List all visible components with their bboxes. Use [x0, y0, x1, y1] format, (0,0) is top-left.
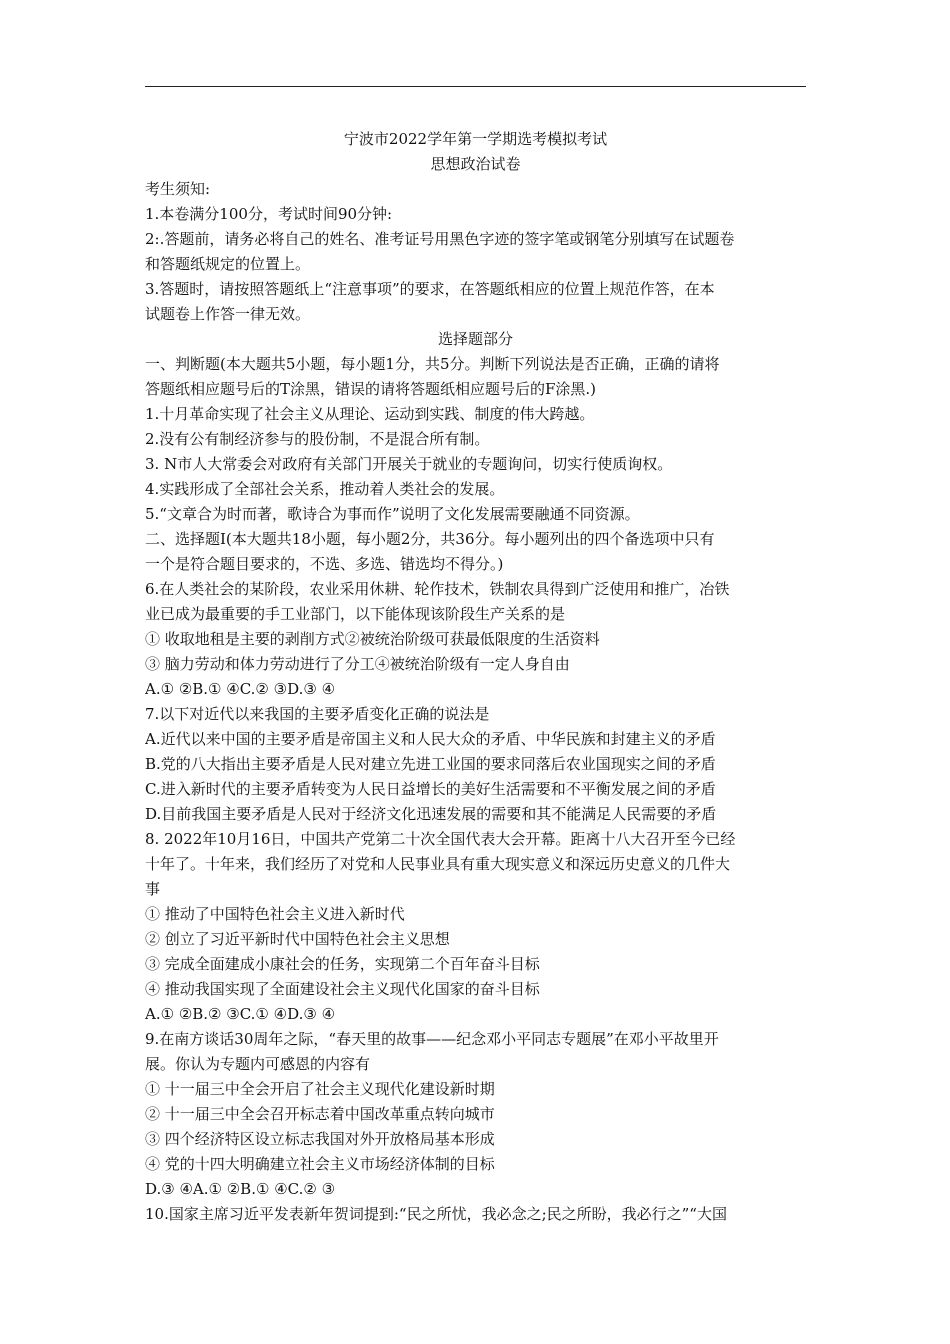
question-line: 4.实践形成了全部社会关系，推动着人类社会的发展。 [145, 480, 505, 498]
question-line: ② 十一届三中全会召开标志着中国改革重点转向城市 [145, 1105, 495, 1123]
question-line: 10.国家主席习近平发表新年贺词提到:“民之所忧，我必念之;民之所盼，我必行之”“大国 [145, 1205, 727, 1223]
question-line: B.党的八大指出主要矛盾是人民对建立先进工业国的要求同落后农业国现实之间的矛盾 [145, 755, 716, 773]
question-line: ③ 四个经济特区设立标志我国对外开放格局基本形成 [145, 1130, 495, 1148]
question-line: 3. N市人大常委会对政府有关部门开展关于就业的专题询问，切实行使质询权。 [145, 455, 673, 473]
question-line: ② 创立了习近平新时代中国特色社会主义思想 [145, 930, 450, 948]
question-line: 业已成为最重要的手工业部门，以下能体现该阶段生产关系的是 [145, 605, 566, 623]
notice-heading: 考生须知: [145, 180, 211, 198]
question-line: 7.以下对近代以来我国的主要矛盾变化正确的说法是 [145, 705, 490, 723]
question-line: 8. 2022年10月16日，中国共产党第二十次全国代表大会开幕。距离十八大召开至今已经 [145, 830, 736, 848]
section-title: 选择题部分 [437, 330, 513, 348]
question-line: C.进入新时代的主要矛盾转变为人民日益增长的美好生活需要和不平衡发展之间的矛盾 [145, 780, 716, 798]
notice-line: 3.答题时，请按照答题纸上“注意事项”的要求，在答题纸相应的位置上规范作答，在本 [145, 280, 715, 298]
notice-line: 1.本卷满分100分，考试时间90分钟: [145, 205, 393, 223]
question-line: 一、判断题(本大题共5小题，每小题1分，共5分。判断下列说法是否正确，正确的请将 [145, 355, 720, 373]
question-line: ① 十一届三中全会开启了社会主义现代化建设新时期 [145, 1080, 495, 1098]
question-line: A.① ②B.① ④C.② ③D.③ ④ [145, 680, 336, 698]
question-line: 5.“文章合为时而著，歌诗合为事而作”说明了文化发展需要融通不同资源。 [145, 505, 640, 523]
question-line: ① 推动了中国特色社会主义进入新时代 [145, 905, 405, 923]
question-line: 9.在南方谈话30周年之际，“春天里的故事——纪念邓小平同志专题展”在邓小平故里开 [145, 1030, 719, 1048]
document-body [145, 127, 806, 1227]
exam-subtitle: 思想政治试卷 [430, 155, 521, 173]
question-line: ③ 完成全面建成小康社会的任务，实现第二个百年奋斗目标 [145, 955, 540, 973]
question-line: D.③ ④A.① ②B.① ④C.② ③ [145, 1180, 336, 1198]
question-line: ④ 党的十四大明确建立社会主义市场经济体制的目标 [145, 1155, 495, 1173]
notice-list [145, 202, 806, 327]
question-line: ③ 脑力劳动和体力劳动进行了分工④被统治阶级有一定人身自由 [145, 655, 570, 673]
question-line: A.近代以来中国的主要矛盾是帝国主义和人民大众的矛盾、中华民族和封建主义的矛盾 [145, 730, 716, 748]
question-line: 答题纸相应题号后的T涂黑，错误的请将答题纸相应题号后的F涂黑.) [145, 380, 597, 398]
question-line: 2.没有公有制经济参与的股份制，不是混合所有制。 [145, 430, 490, 448]
question-line: 十年了。十年来，我们经历了对党和人民事业具有重大现实意义和深远历史意义的几件大 [145, 855, 731, 873]
question-line: A.① ②B.② ③C.① ④D.③ ④ [145, 1005, 336, 1023]
question-line: ④ 推动我国实现了全面建设社会主义现代化国家的奋斗目标 [145, 980, 540, 998]
question-line: ① 收取地租是主要的剥削方式②被统治阶级可获最低限度的生活资料 [145, 630, 600, 648]
notice-line: 试题卷上作答一律无效。 [145, 305, 311, 323]
question-line: 1.十月革命实现了社会主义从理论、运动到实践、制度的伟大跨越。 [145, 405, 595, 423]
notice-line: 和答题纸规定的位置上。 [145, 255, 311, 273]
question-line: D.目前我国主要矛盾是人民对于经济文化迅速发展的需要和其不能满足人民需要的矛盾 [145, 805, 717, 823]
question-list [145, 352, 806, 1227]
question-line: 展。你认为专题内可感恩的内容有 [145, 1055, 371, 1073]
question-line: 二、选择题I(本大题共18小题，每小题2分，共36分。每小题列出的四个备选项中只有 [145, 530, 715, 548]
header-rule [145, 86, 806, 87]
notice-line: 2:.答题前，请务必将自己的姓名、准考证号用黑色字迹的签字笔或钢笔分别填写在试题卷 [145, 230, 735, 248]
question-line: 事 [145, 880, 161, 898]
question-line: 6.在人类社会的某阶段，农业采用休耕、轮作技术，铁制农具得到广泛使用和推广，冶铁 [145, 580, 730, 598]
question-line: 一个是符合题目要求的，不选、多选、错选均不得分。) [145, 555, 504, 573]
exam-title: 宁波市2022学年第一学期选考模拟考试 [343, 130, 608, 148]
